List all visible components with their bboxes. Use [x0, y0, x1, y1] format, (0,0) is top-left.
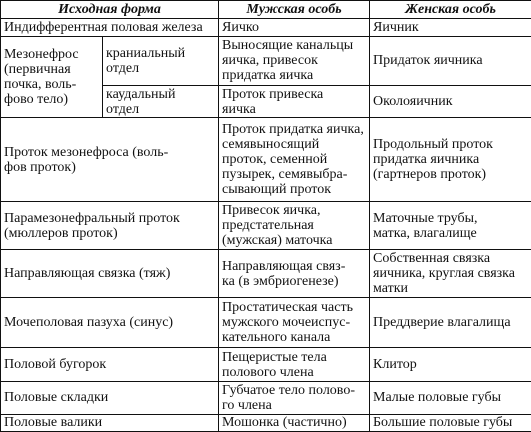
header-source-form: Исходная форма — [1, 1, 219, 19]
table-row — [1, 118, 531, 202]
header-male: Мужская особь — [219, 1, 370, 19]
male-cell: Проток придатка яичка, семявыносящий проток, семенной пузырек, семявыбра- сывающий проток — [219, 118, 370, 202]
table-row — [1, 19, 531, 36]
female-cell: Большие половые губы — [370, 414, 531, 431]
male-cell: Направляющая связ- ка (в эмбриогенезе) — [219, 250, 370, 298]
source-cell: Мочеполовая пазуха (синус) — [1, 298, 219, 348]
header-row — [1, 1, 531, 19]
female-cell: Клитор — [370, 348, 531, 382]
male-cell: Мошонка (частично) — [219, 414, 370, 431]
source-cell: Индифферентная половая железа — [1, 19, 219, 36]
header-female: Женская особь — [370, 1, 531, 19]
source-cell: Проток мезонефроса (воль- фов проток) — [1, 118, 219, 202]
source-cell: Направляющая связка (тяж) — [1, 250, 219, 298]
female-cell: Околояичник — [370, 85, 531, 118]
male-cell: Выносящие канальцы яичка, привесок придатка яичка — [219, 36, 370, 85]
table-row — [1, 202, 531, 250]
female-cell: Малые половые губы — [370, 381, 531, 414]
table-row — [1, 36, 531, 85]
male-cell: Яичко — [219, 19, 370, 36]
male-cell: Пещеристые тела полового члена — [219, 348, 370, 382]
table-row — [1, 250, 531, 298]
male-cell: Проток привеска яичка — [219, 85, 370, 118]
female-cell: Преддверие влагалища — [370, 298, 531, 348]
female-cell: Придаток яичника — [370, 36, 531, 85]
female-cell: Продольный проток придатка яичника (гартнеров проток) — [370, 118, 531, 202]
table-row — [1, 414, 531, 431]
subpart-cell: краниальный отдел — [103, 36, 219, 85]
female-cell: Яичник — [370, 19, 531, 36]
source-cell: Половые складки — [1, 381, 219, 414]
female-cell: Собственная связка яичника, круглая связка матки — [370, 250, 531, 298]
table-row — [1, 381, 531, 414]
source-cell: Половой бугорок — [1, 348, 219, 382]
male-cell: Привесок яичка, предстательная (мужская) маточка — [219, 202, 370, 250]
source-cell: Мезонефрос (первичная почка, воль- фово тело) — [1, 36, 103, 118]
female-cell: Маточные трубы, матка, влагалище — [370, 202, 531, 250]
table-row — [1, 348, 531, 382]
subpart-cell: каудальный отдел — [103, 85, 219, 118]
male-cell: Губчатое тело полово- го члена — [219, 381, 370, 414]
source-cell: Парамезонефральный проток (мюллеров проток) — [1, 202, 219, 250]
male-cell: Простатическая часть мужского мочеиспус- кательного канала — [219, 298, 370, 348]
table-row — [1, 298, 531, 348]
source-cell: Половые валики — [1, 414, 219, 431]
